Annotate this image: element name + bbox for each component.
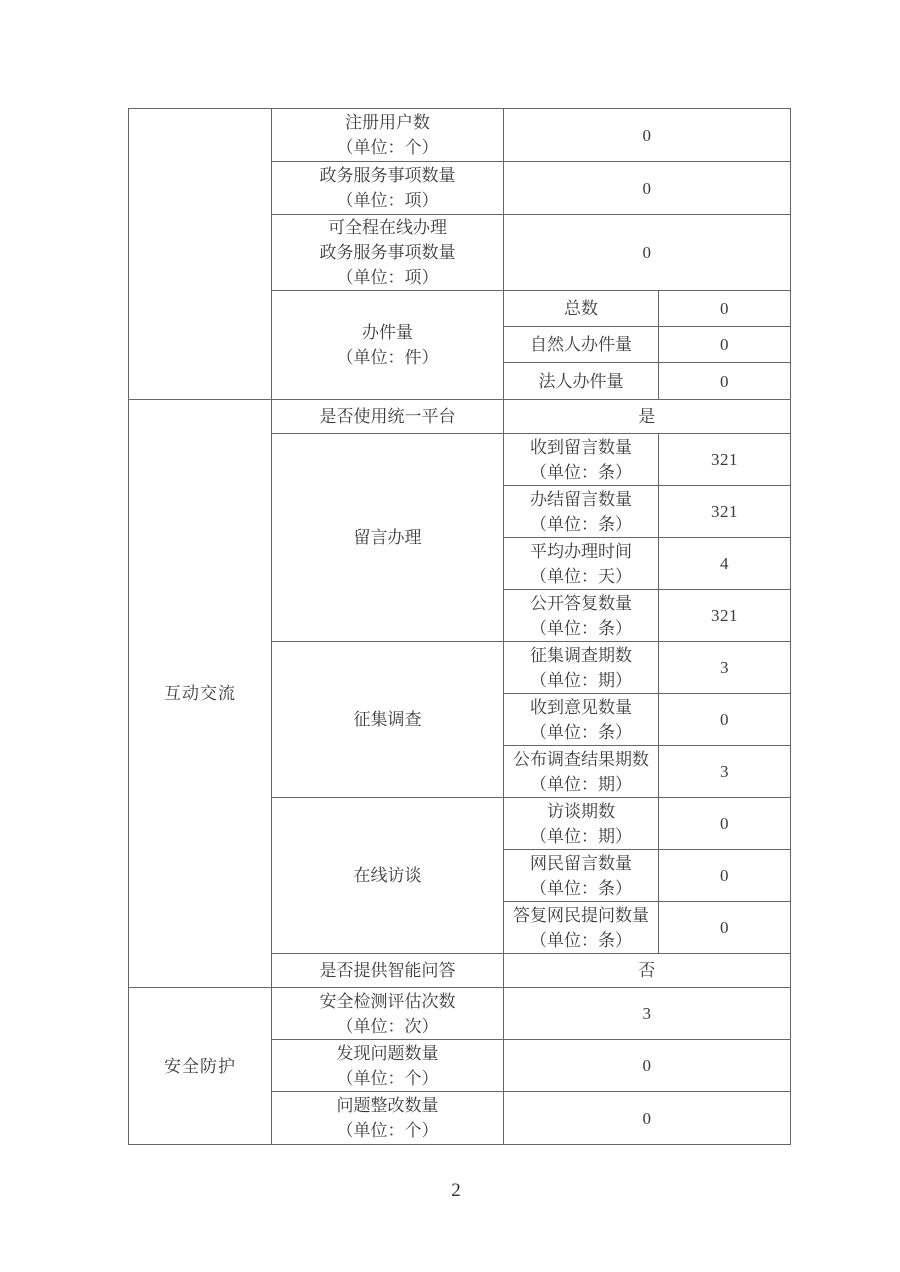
unit-line: （单位：次） bbox=[336, 1016, 439, 1036]
messages-completed-label bbox=[504, 486, 659, 538]
interviews-replies-label bbox=[504, 902, 659, 954]
unified-platform-value: 是 bbox=[504, 400, 791, 434]
cases-natural-person-value: 0 bbox=[659, 327, 791, 363]
label-line: 答复网民提问数量 bbox=[513, 905, 649, 925]
label-line: 可全程在线办理 bbox=[328, 218, 447, 237]
messages-avg-time-value: 4 bbox=[659, 538, 791, 590]
security-checks-label bbox=[272, 988, 504, 1040]
interviews-netizen-messages-value: 0 bbox=[659, 850, 791, 902]
unit-line: （单位：条） bbox=[530, 462, 632, 482]
unit-line: （单位：条） bbox=[530, 930, 632, 950]
page-number: 2 bbox=[451, 1180, 461, 1201]
label-line: 政务服务事项数量 bbox=[319, 243, 456, 262]
problems-fixed-label bbox=[272, 1092, 504, 1145]
label-line: 网民留言数量 bbox=[530, 853, 632, 873]
group-cell-security: 安全防护 bbox=[129, 988, 272, 1145]
unit-line: （单位：个） bbox=[336, 138, 439, 157]
unit-line: （单位：条） bbox=[530, 722, 632, 742]
label-line: 访谈期数 bbox=[547, 801, 615, 821]
smart-qa-label: 是否提供智能问答 bbox=[272, 954, 504, 988]
interviews-periods-value: 0 bbox=[659, 798, 791, 850]
surveys-periods-label bbox=[504, 642, 659, 694]
label-line: 公开答复数量 bbox=[530, 593, 632, 613]
unit-line: （单位：项） bbox=[336, 268, 439, 287]
label-line: 问题整改数量 bbox=[336, 1096, 439, 1115]
messages-avg-time-label bbox=[504, 538, 659, 590]
cases-total-value: 0 bbox=[659, 291, 791, 327]
cases-natural-person-label: 自然人办件量 bbox=[504, 327, 659, 363]
messages-public-replies-value: 321 bbox=[659, 590, 791, 642]
surveys-results-label bbox=[504, 746, 659, 798]
problems-fixed-value: 0 bbox=[504, 1092, 791, 1145]
unit-line: （单位：期） bbox=[530, 826, 632, 846]
label-line: 收到意见数量 bbox=[530, 697, 632, 717]
interviews-replies-value: 0 bbox=[659, 902, 791, 954]
surveys-label: 征集调查 bbox=[272, 642, 504, 798]
label-line: 征集调查期数 bbox=[530, 645, 632, 665]
label-line: 平均办理时间 bbox=[530, 541, 632, 561]
unit-line: （单位：天） bbox=[530, 566, 632, 586]
unit-line: （单位：项） bbox=[336, 191, 439, 210]
messages-received-value: 321 bbox=[659, 434, 791, 486]
unit-line: （单位：个） bbox=[336, 1121, 439, 1140]
label-line: 发现问题数量 bbox=[336, 1043, 439, 1063]
label-line: 收到留言数量 bbox=[530, 437, 632, 457]
interviews-label: 在线访谈 bbox=[272, 798, 504, 954]
problems-found-value: 0 bbox=[504, 1040, 791, 1092]
surveys-results-value: 3 bbox=[659, 746, 791, 798]
messages-completed-value: 321 bbox=[659, 486, 791, 538]
online-items-label bbox=[272, 215, 504, 291]
label-line: 办件量 bbox=[362, 323, 413, 342]
registered-users-value: 0 bbox=[504, 109, 791, 162]
service-items-value: 0 bbox=[504, 162, 791, 215]
unit-line: （单位：个） bbox=[336, 1068, 439, 1088]
report-table bbox=[128, 108, 791, 1145]
cases-label bbox=[272, 291, 504, 400]
messages-label: 留言办理 bbox=[272, 434, 504, 642]
problems-found-label bbox=[272, 1040, 504, 1092]
unit-line: （单位：条） bbox=[530, 514, 632, 534]
group-cell-interaction: 互动交流 bbox=[129, 400, 272, 988]
cases-legal-person-value: 0 bbox=[659, 363, 791, 400]
surveys-opinions-value: 0 bbox=[659, 694, 791, 746]
registered-users-label bbox=[272, 109, 504, 162]
label-line: 政务服务事项数量 bbox=[319, 166, 456, 185]
label-line: 办结留言数量 bbox=[530, 489, 632, 509]
surveys-periods-value: 3 bbox=[659, 642, 791, 694]
cases-legal-person-label: 法人办件量 bbox=[504, 363, 659, 400]
label-line: 注册用户数 bbox=[345, 113, 430, 132]
surveys-opinions-label bbox=[504, 694, 659, 746]
security-checks-value: 3 bbox=[504, 988, 791, 1040]
label-line: 公布调查结果期数 bbox=[513, 749, 649, 769]
unit-line: （单位：期） bbox=[530, 774, 632, 794]
interviews-periods-label bbox=[504, 798, 659, 850]
service-items-label bbox=[272, 162, 504, 215]
messages-received-label bbox=[504, 434, 659, 486]
unified-platform-label: 是否使用统一平台 bbox=[272, 400, 504, 434]
messages-public-replies-label bbox=[504, 590, 659, 642]
unit-line: （单位：条） bbox=[530, 618, 632, 638]
cases-total-label: 总数 bbox=[504, 291, 659, 327]
interviews-netizen-messages-label bbox=[504, 850, 659, 902]
unit-line: （单位：期） bbox=[530, 670, 632, 690]
online-items-value: 0 bbox=[504, 215, 791, 291]
group-cell-blank bbox=[129, 109, 272, 400]
unit-line: （单位：条） bbox=[530, 878, 632, 898]
unit-line: （单位：件） bbox=[336, 348, 439, 367]
label-line: 安全检测评估次数 bbox=[319, 991, 456, 1011]
smart-qa-value: 否 bbox=[504, 954, 791, 988]
